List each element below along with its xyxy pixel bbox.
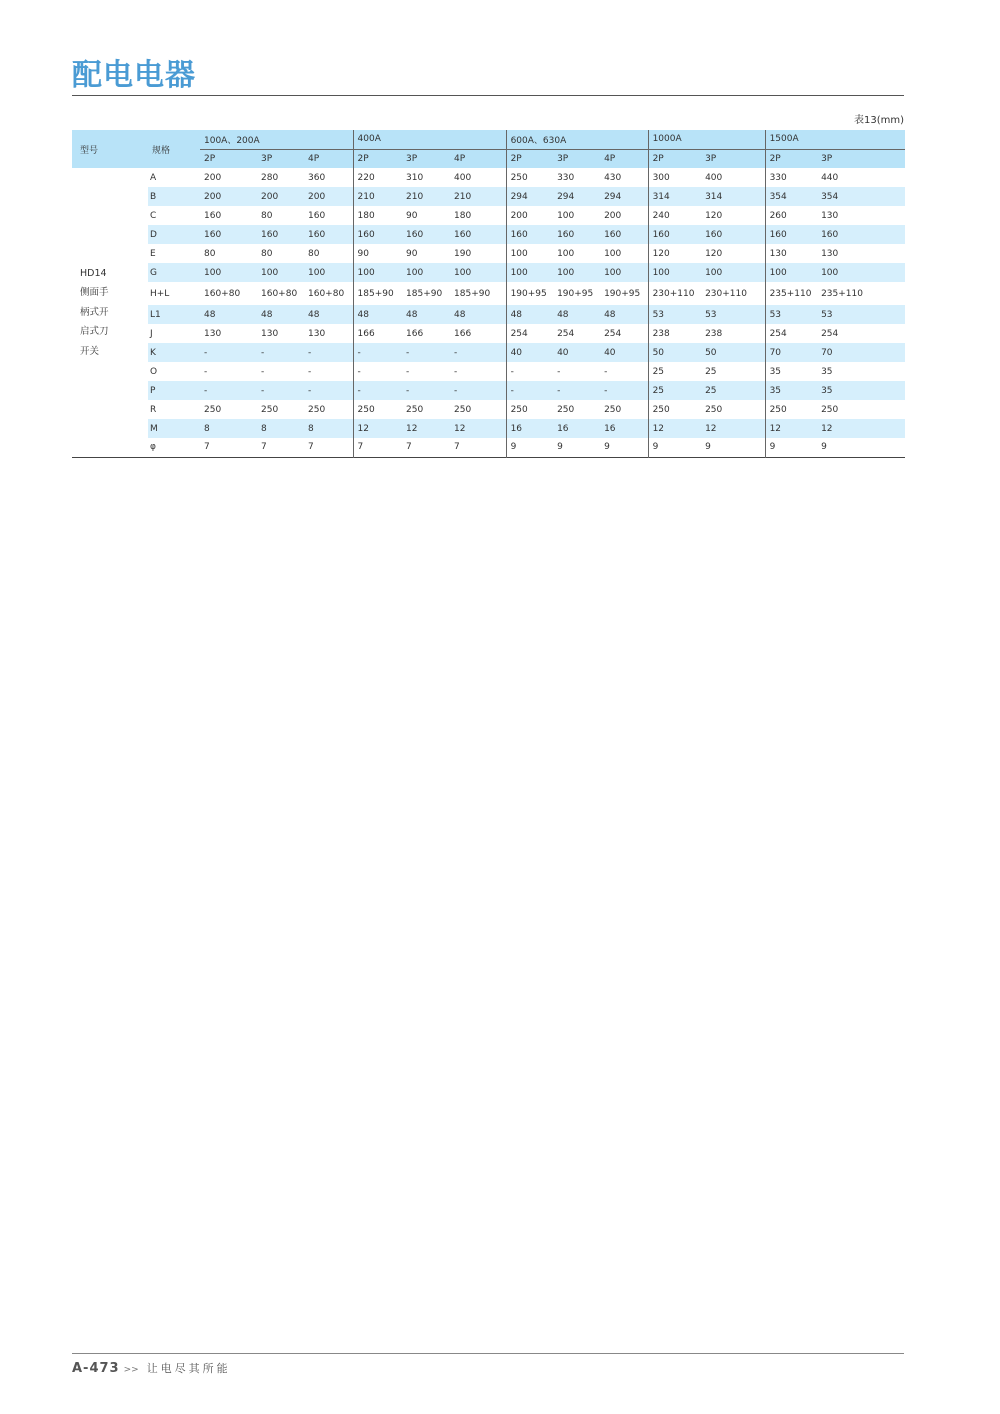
table-cell: 7 [261, 442, 267, 453]
table-cell: 240 [648, 206, 701, 225]
table-cell: 354 [817, 187, 905, 206]
row-label: H+L [150, 288, 170, 299]
table-cell: 48 [257, 305, 304, 324]
table-cell: 160 [506, 225, 553, 244]
header-model: 型号 [80, 145, 99, 156]
table-cell: 250 [765, 400, 817, 419]
table-cell: 200 [506, 206, 553, 225]
table-cell: 35 [765, 381, 817, 400]
table-cell: 160+80 [204, 288, 241, 299]
table-cell: 190+95 [506, 282, 553, 305]
table-cell: 48 [506, 305, 553, 324]
spec-table [72, 130, 905, 458]
table-row [72, 263, 905, 282]
table-cell: - [450, 381, 506, 400]
pole-header: 4P [304, 149, 353, 168]
table-cell: 160 [200, 225, 257, 244]
table-cell: 100 [648, 263, 701, 282]
table-cell: 7 [406, 442, 412, 453]
table-row [72, 168, 905, 187]
table-cell: 180 [353, 206, 402, 225]
group-header: 1500A [765, 130, 905, 149]
table-cell: 160 [308, 210, 326, 221]
table-cell: 250 [454, 404, 472, 415]
table-cell: 100 [765, 263, 817, 282]
table-cell: 12 [648, 419, 701, 438]
table-cell: 8 [200, 419, 257, 438]
table-cell: 160 [600, 225, 648, 244]
table-cell: 80 [261, 248, 273, 259]
table-cell: - [304, 343, 353, 362]
table-cell: 166 [454, 328, 472, 339]
table-cell: 80 [261, 210, 273, 221]
table-cell: - [557, 366, 561, 377]
table-cell: 220 [353, 168, 402, 187]
table-cell: 25 [648, 381, 701, 400]
table-cell: 250 [557, 404, 575, 415]
table-cell: 130 [821, 248, 839, 259]
table-cell: 48 [353, 305, 402, 324]
model-name-line: 侧面手 [80, 287, 109, 298]
table-cell: 16 [553, 419, 600, 438]
table-cell: - [353, 381, 402, 400]
table-cell: 200 [304, 187, 353, 206]
table-cell: 250 [705, 404, 723, 415]
row-label: L1 [148, 305, 200, 324]
row-label: G [148, 263, 200, 282]
table-cell: 12 [353, 419, 402, 438]
table-cell: 254 [557, 328, 575, 339]
table-cell: - [402, 343, 450, 362]
table-cell: 210 [402, 187, 450, 206]
table-cell: 120 [705, 248, 723, 259]
table-cell: 9 [705, 442, 711, 453]
table-cell: 160 [450, 225, 506, 244]
table-cell: 400 [454, 172, 472, 183]
table-cell: 100 [353, 263, 402, 282]
table-cell: 300 [648, 168, 701, 187]
table-cell: 250 [406, 404, 424, 415]
row-label: E [150, 248, 156, 259]
row-label: P [148, 381, 200, 400]
row-label: A [150, 172, 157, 183]
table-cell: 25 [648, 362, 701, 381]
footer-divider [72, 1353, 904, 1354]
table-row [72, 419, 905, 438]
model-name-line: 开关 [80, 345, 100, 357]
table-cell: 250 [204, 404, 222, 415]
model-name-cell [72, 168, 148, 457]
table-cell: 166 [406, 328, 424, 339]
pole-header: 2P [353, 149, 402, 168]
row-label: O [150, 366, 158, 377]
table-cell: - [304, 381, 353, 400]
row-label: K [148, 343, 200, 362]
table-cell: 254 [765, 324, 817, 343]
table-cell: 100 [600, 263, 648, 282]
table-cell: 250 [506, 168, 553, 187]
pole-header: 4P [600, 149, 648, 168]
row-label: M [148, 419, 200, 438]
table-cell: 160 [701, 225, 765, 244]
pole-header: 2P [506, 149, 553, 168]
group-header: 600A、630A [506, 130, 648, 149]
table-cell: 160 [353, 225, 402, 244]
table-cell: 53 [817, 305, 905, 324]
table-cell: 160 [648, 225, 701, 244]
table-cell: 238 [705, 328, 723, 339]
table-cell: - [200, 381, 257, 400]
table-cell: 250 [821, 404, 839, 415]
table-cell: 48 [450, 305, 506, 324]
table-cell: 430 [604, 172, 622, 183]
table-cell: 130 [765, 244, 817, 263]
table-cell: 100 [817, 263, 905, 282]
table-cell: 35 [817, 381, 905, 400]
table-cell: 160 [817, 225, 905, 244]
table-cell: 130 [261, 328, 279, 339]
pole-header: 3P [402, 149, 450, 168]
row-label: B [148, 187, 200, 206]
table-cell: 254 [604, 328, 622, 339]
table-cell: 7 [204, 442, 210, 453]
table-cell: - [353, 343, 402, 362]
table-cell: 314 [648, 187, 701, 206]
table-cell: 120 [648, 244, 701, 263]
table-cell: 12 [817, 419, 905, 438]
table-cell: 25 [705, 366, 717, 377]
spec-table-body [72, 168, 905, 457]
table-cell: 40 [600, 343, 648, 362]
table-cell: 9 [821, 442, 827, 453]
table-cell: 190+95 [604, 288, 641, 299]
table-cell: 9 [557, 442, 563, 453]
table-cell: 100 [257, 263, 304, 282]
table-cell: 440 [821, 172, 839, 183]
table-cell: 400 [705, 172, 723, 183]
table-cell: 185+90 [353, 282, 402, 305]
table-cell: - [604, 366, 608, 377]
table-cell: 7 [308, 442, 314, 453]
table-cell: - [261, 366, 265, 377]
table-cell: 100 [450, 263, 506, 282]
group-header: 400A [353, 130, 506, 149]
table-row [72, 206, 905, 225]
table-cell: 50 [648, 343, 701, 362]
row-label: J [150, 328, 153, 339]
table-cell: - [406, 366, 410, 377]
table-cell: - [506, 381, 553, 400]
table-cell: 16 [506, 419, 553, 438]
table-cell: 160+80 [261, 288, 298, 299]
table-cell: - [454, 366, 458, 377]
table-cell: 250 [506, 400, 553, 419]
table-row [72, 400, 905, 419]
table-cell: 160 [553, 225, 600, 244]
table-cell: 160 [402, 225, 450, 244]
table-cell: 210 [353, 187, 402, 206]
table-cell: 35 [821, 366, 833, 377]
table-cell: 280 [261, 172, 279, 183]
table-cell: 50 [701, 343, 765, 362]
table-cell: 100 [304, 263, 353, 282]
pole-header: 3P [257, 149, 304, 168]
table-cell: 40 [553, 343, 600, 362]
row-label: C [150, 210, 157, 221]
table-cell: 9 [648, 438, 701, 457]
table-cell: 70 [765, 343, 817, 362]
table-cell: 70 [817, 343, 905, 362]
table-cell: 294 [600, 187, 648, 206]
table-cell: 9 [506, 438, 553, 457]
table-cell: 330 [765, 168, 817, 187]
table-cell: 200 [604, 210, 622, 221]
pole-header: 2P [648, 149, 701, 168]
table-cell: 100 [701, 263, 765, 282]
table-cell: 200 [257, 187, 304, 206]
table-cell: 53 [648, 305, 701, 324]
table-row [72, 187, 905, 206]
table-cell: 250 [604, 404, 622, 415]
table-row [72, 362, 905, 381]
table-cell: 230+110 [648, 282, 701, 305]
table-cell: 360 [308, 172, 326, 183]
table-row [72, 225, 905, 244]
table-cell: 130 [821, 210, 839, 221]
table-cell: 12 [450, 419, 506, 438]
page-footer [72, 1360, 231, 1376]
table-cell: 48 [304, 305, 353, 324]
pole-header: 3P [553, 149, 600, 168]
table-cell: 53 [701, 305, 765, 324]
table-row [72, 305, 905, 324]
pole-header: 3P [701, 149, 765, 168]
table-cell: 80 [308, 248, 320, 259]
table-row [72, 244, 905, 263]
table-row [72, 282, 905, 305]
table-cell: 235+110 [821, 288, 863, 299]
table-cell: 160 [204, 210, 222, 221]
table-cell: 100 [557, 248, 575, 259]
table-cell: 9 [765, 438, 817, 457]
pole-header: 2P [765, 149, 817, 168]
table-cell: 8 [304, 419, 353, 438]
table-cell: 100 [553, 263, 600, 282]
title-divider [72, 95, 904, 96]
model-name-line: 柄式开 [80, 306, 109, 318]
table-cell: - [257, 381, 304, 400]
group-header: 1000A [648, 130, 765, 149]
pole-header: 2P [200, 149, 257, 168]
table-cell: 330 [557, 172, 575, 183]
table-cell: 100 [604, 248, 622, 259]
table-cell: 250 [308, 404, 326, 415]
table-cell: 100 [200, 263, 257, 282]
table-cell: 80 [204, 248, 216, 259]
group-header: 100A、200A [204, 135, 260, 146]
table-cell: 90 [406, 210, 418, 221]
table-cell: - [257, 343, 304, 362]
table-cell: 35 [765, 362, 817, 381]
table-cell: 40 [506, 343, 553, 362]
table-cell: 238 [648, 324, 701, 343]
table-cell: 25 [701, 381, 765, 400]
table-cell: 100 [506, 244, 553, 263]
table-cell: 250 [353, 400, 402, 419]
table-cell: 130 [308, 328, 326, 339]
page-title: 配电电器 [72, 58, 196, 93]
model-name-line: 启式刀 [80, 326, 109, 337]
table-cell: - [506, 362, 553, 381]
table-cell: 16 [600, 419, 648, 438]
model-name-line: HD14 [80, 267, 107, 279]
table-cell: 250 [261, 404, 279, 415]
table-cell: 100 [506, 263, 553, 282]
table-cell: 254 [506, 324, 553, 343]
table-cell: 12 [701, 419, 765, 438]
table-cell: 90 [406, 248, 418, 259]
table-cell: - [353, 362, 402, 381]
table-cell: 120 [705, 210, 723, 221]
table-cell: - [204, 366, 208, 377]
table-cell: 90 [353, 244, 402, 263]
table-cell: 160+80 [308, 288, 345, 299]
table-cell: 190+95 [557, 288, 594, 299]
table-cell: 185+90 [454, 288, 491, 299]
table-cell: 9 [604, 442, 610, 453]
table-cell: 354 [765, 187, 817, 206]
footer-slogan: 让电尽其所能 [146, 1362, 231, 1375]
table-cell: 166 [353, 324, 402, 343]
table-cell: 314 [701, 187, 765, 206]
table-row [72, 343, 905, 362]
table-cell: 100 [402, 263, 450, 282]
table-cell: 180 [454, 210, 472, 221]
header-group-row [72, 130, 905, 149]
table-cell: 130 [204, 328, 222, 339]
table-cell: 190 [454, 248, 472, 259]
pole-header: 3P [817, 149, 905, 168]
table-cell: 160 [257, 225, 304, 244]
table-caption: 表13(mm) [853, 115, 904, 126]
table-cell: 200 [204, 172, 222, 183]
table-cell: 254 [821, 328, 839, 339]
table-cell: 160 [765, 225, 817, 244]
row-label: R [150, 404, 157, 415]
row-label: D [148, 225, 200, 244]
table-cell: 185+90 [406, 288, 443, 299]
table-cell: 7 [353, 438, 402, 457]
table-cell: 12 [765, 419, 817, 438]
table-cell: 7 [454, 442, 460, 453]
table-cell: 48 [402, 305, 450, 324]
table-cell: 210 [450, 187, 506, 206]
table-cell: 8 [257, 419, 304, 438]
table-row [72, 381, 905, 400]
table-cell: - [308, 366, 312, 377]
table-cell: - [200, 343, 257, 362]
header-spec: 规格 [152, 145, 171, 156]
row-label: φ [150, 442, 156, 453]
table-cell: 260 [765, 206, 817, 225]
pole-header: 4P [450, 149, 506, 168]
table-cell: - [600, 381, 648, 400]
table-row [72, 324, 905, 343]
table-cell: 310 [406, 172, 424, 183]
table-cell: - [402, 381, 450, 400]
table-cell: 235+110 [765, 282, 817, 305]
table-cell: - [450, 343, 506, 362]
page-number: A-473 [72, 1361, 120, 1376]
table-row [72, 438, 905, 457]
table-cell: - [553, 381, 600, 400]
table-cell: 294 [506, 187, 553, 206]
table-cell: 294 [553, 187, 600, 206]
table-cell: 200 [200, 187, 257, 206]
table-cell: 250 [648, 400, 701, 419]
chevron-right-icon: >> [123, 1365, 139, 1375]
table-cell: 48 [200, 305, 257, 324]
table-cell: 53 [765, 305, 817, 324]
table-cell: 100 [557, 210, 575, 221]
table-cell: 48 [553, 305, 600, 324]
table-cell: 230+110 [705, 288, 747, 299]
table-cell: 12 [402, 419, 450, 438]
table-cell: 160 [304, 225, 353, 244]
table-cell: 48 [600, 305, 648, 324]
